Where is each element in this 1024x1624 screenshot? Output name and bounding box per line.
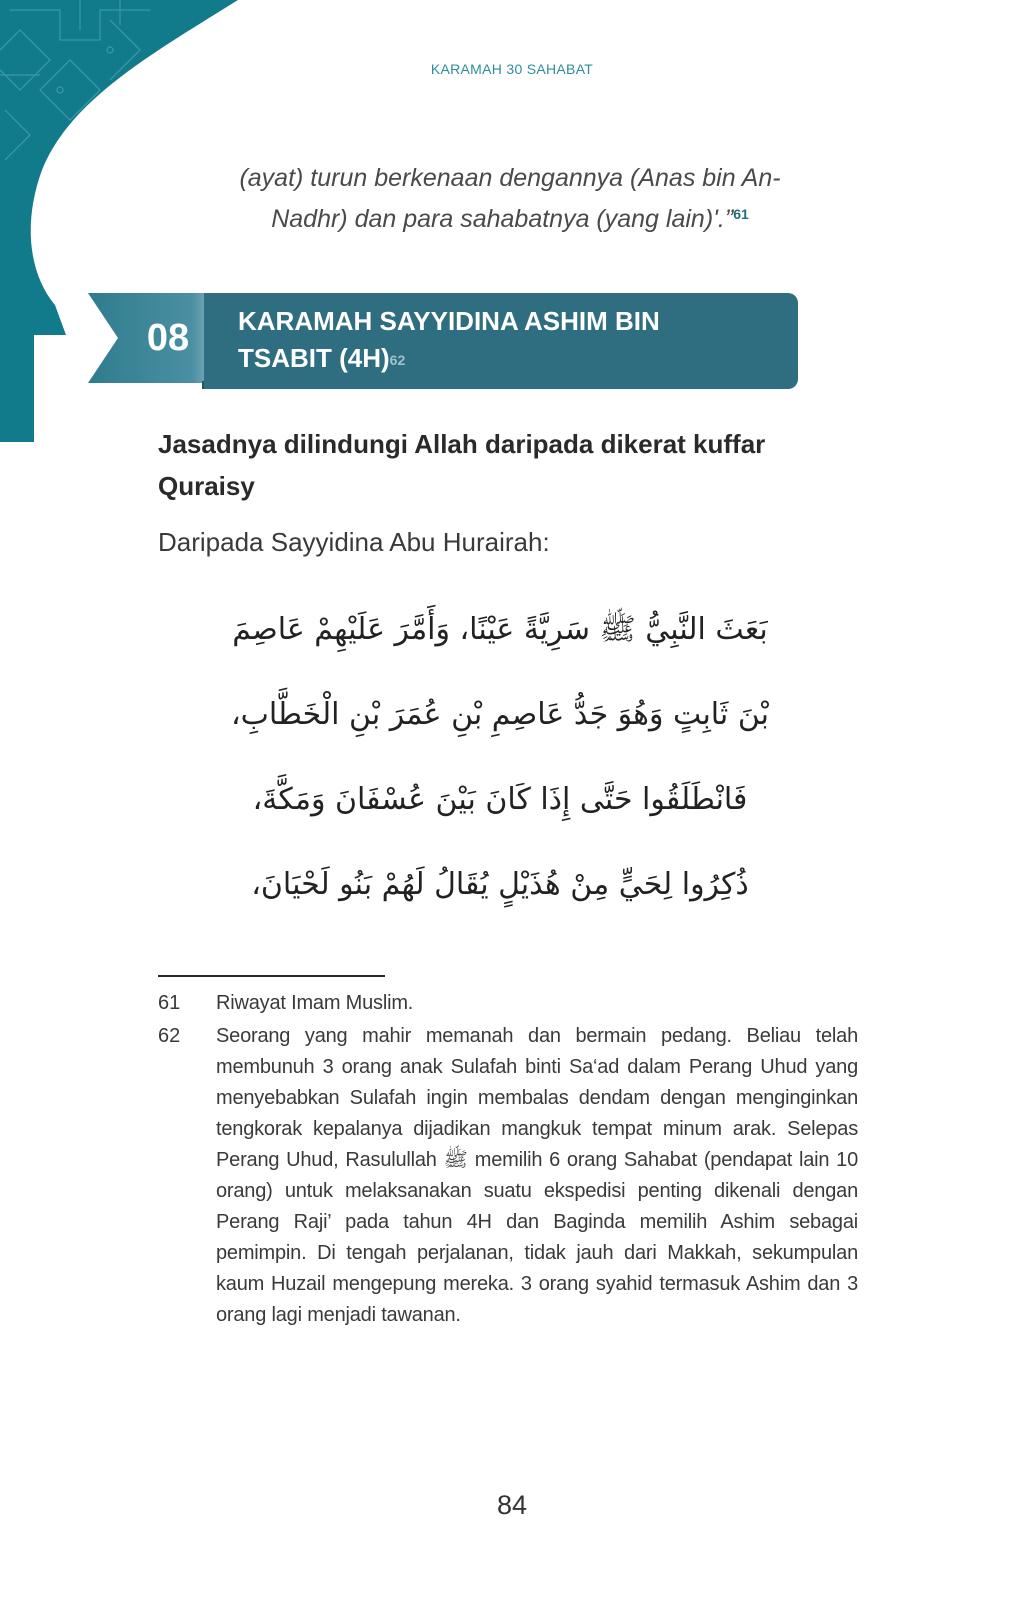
quote-line-2: Nadhr) dan para sahabatnya (yang lain)'.”$^{61}$: [271, 205, 749, 233]
footnote-text: Seorang yang mahir memanah dan bermain pedang. Beliau telah membunuh 3 orang anak Sulafah binti Sa‘ad dalam Perang Uhud yang menyebabkan Sulafah ingin membalas dendam dengan menginginkan tengkorak kepalanya dijadikan mangkuk tempat minum arak. Selepas Perang Uhud, Rasulullah ﷺ memilih 6 orang Sahabat (pendapat lain 10 orang) untuk melaksanakan suatu ekspedisi penting dikenali dengan Perang Raji’ pada tahun 4H dan Baginda memilih Ashim sebagai pemimpin. Di tengah perjalanan, tidak jauh dari Makkah, sekumpulan kaum Huzail mengepung mereka. 3 orang syahid termasuk Ashim dan 3 orang lagi menjadi tawanan.: [216, 1025, 858, 1326]
footnote-divider: [158, 975, 385, 977]
arabic-line: ذُكِرُوا لِحَيٍّ مِنْ هُذَيْلٍ يُقَالُ لَهُمْ بَنُو لَحْيَانَ،: [251, 867, 749, 902]
quote-line-1: (ayat) turun berkenaan dengannya (Anas bin An-: [239, 164, 781, 192]
footnote-text: Riwayat Imam Muslim.: [216, 992, 414, 1014]
section-title: KARAMAH SAYYIDINA ASHIM BIN TSABIT $(4H)^{62}$: [238, 306, 660, 373]
footnote-ref-61[interactable]: 61: [733, 206, 749, 222]
section-banner: [88, 293, 798, 389]
arabic-line: بَعَثَ النَّبِيُّ ﷺ سَرِيَّةً عَيْنًا، وَأَمَّرَ عَلَيْهِمْ عَاصِمَ: [232, 612, 768, 647]
section-title-bar: [204, 293, 798, 389]
footnote-number: 62: [158, 1025, 181, 1047]
page-number: 84: [496, 1490, 528, 1520]
footnote-61: [158, 988, 858, 1019]
running-head: KARAMAH 30 SAHABAT: [430, 61, 594, 77]
section-number: 08: [146, 317, 190, 359]
quote-text: [150, 158, 870, 240]
intro-text: Daripada Sayyidina Abu Hurairah:: [158, 527, 550, 557]
footnote-number: 61: [158, 992, 181, 1014]
subheading: Jasadnya dilindungi Allah daripada dikerat kuffar Quraisy: [158, 429, 766, 501]
arabic-line: فَانْطَلَقُوا حَتَّى إِذَا كَانَ بَيْنَ عُسْفَانَ وَمَكَّةَ،: [252, 782, 748, 817]
footnote-ref-62[interactable]: 62: [389, 352, 406, 368]
arabic-line: بْنَ ثَابِتٍ وَهُوَ جَدُّ عَاصِمِ بْنِ عُمَرَ بْنِ الْخَطَّابِ،: [230, 697, 770, 732]
footnotes: [158, 988, 858, 1333]
footnote-62: [158, 1021, 858, 1331]
